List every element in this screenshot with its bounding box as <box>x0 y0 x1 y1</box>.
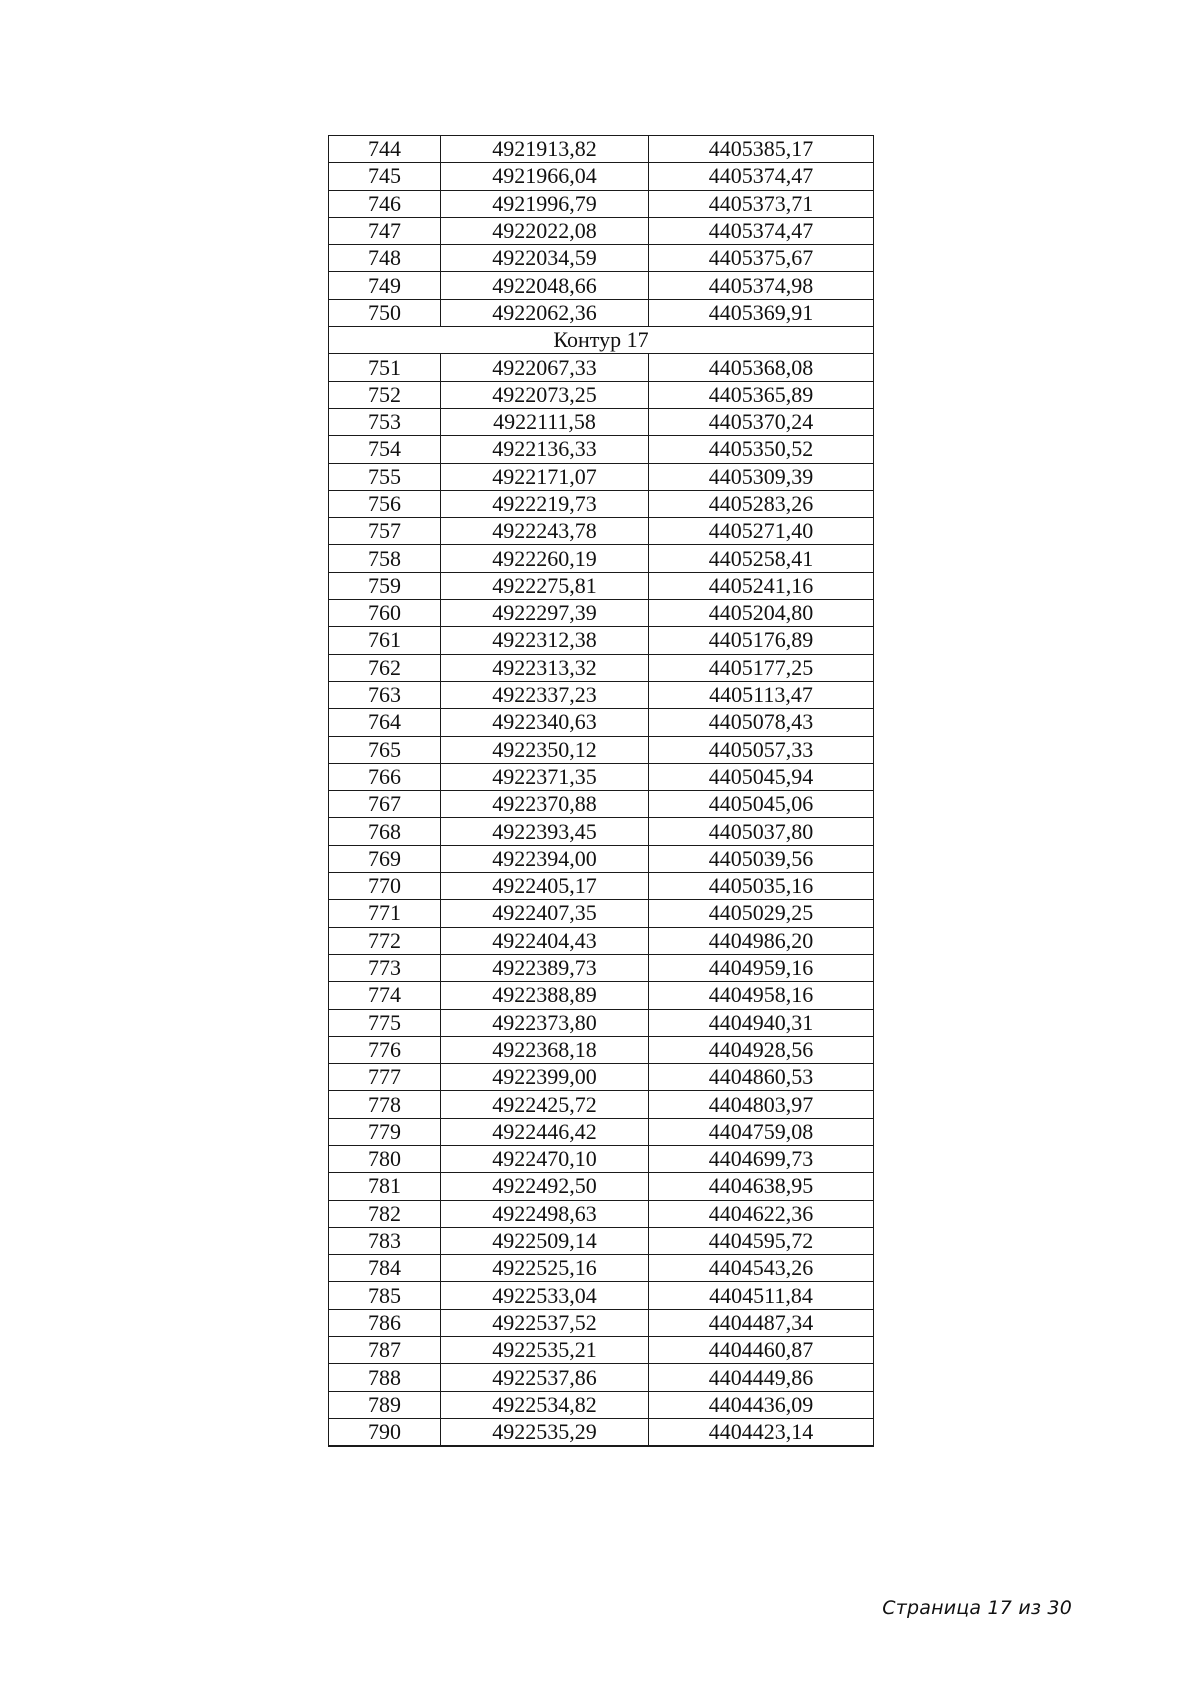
x-coordinate-cell: 4922368,18 <box>441 1036 649 1063</box>
y-coordinate-cell: 4404940,31 <box>649 1009 874 1036</box>
point-number-cell: 780 <box>329 1145 441 1172</box>
x-coordinate-cell: 4922297,39 <box>441 600 649 627</box>
section-row <box>329 327 874 354</box>
x-coordinate-cell: 4922219,73 <box>441 490 649 517</box>
table-row <box>329 545 874 572</box>
x-coordinate-cell: 4922350,12 <box>441 736 649 763</box>
coordinates-table-body <box>329 136 874 1447</box>
x-coordinate-cell: 4922470,10 <box>441 1145 649 1172</box>
y-coordinate-cell: 4405078,43 <box>649 709 874 736</box>
point-number-cell: 749 <box>329 272 441 299</box>
x-coordinate-cell: 4922370,88 <box>441 791 649 818</box>
x-coordinate-cell: 4922062,36 <box>441 299 649 326</box>
point-number-cell: 781 <box>329 1173 441 1200</box>
x-coordinate-cell: 4922388,89 <box>441 982 649 1009</box>
y-coordinate-cell: 4405176,89 <box>649 627 874 654</box>
point-number-cell: 787 <box>329 1337 441 1364</box>
y-coordinate-cell: 4404543,26 <box>649 1255 874 1282</box>
point-number-cell: 767 <box>329 791 441 818</box>
x-coordinate-cell: 4922394,00 <box>441 845 649 872</box>
y-coordinate-cell: 4405258,41 <box>649 545 874 572</box>
point-number-cell: 762 <box>329 654 441 681</box>
x-coordinate-cell: 4922373,80 <box>441 1009 649 1036</box>
x-coordinate-cell: 4922535,29 <box>441 1418 649 1446</box>
table-row <box>329 1200 874 1227</box>
page-of-word: из <box>1018 1597 1042 1619</box>
point-number-cell: 760 <box>329 600 441 627</box>
x-coordinate-cell: 4922337,23 <box>441 681 649 708</box>
x-coordinate-cell: 4922535,21 <box>441 1337 649 1364</box>
y-coordinate-cell: 4405373,71 <box>649 190 874 217</box>
x-coordinate-cell: 4922073,25 <box>441 381 649 408</box>
y-coordinate-cell: 4404699,73 <box>649 1145 874 1172</box>
point-number-cell: 746 <box>329 190 441 217</box>
y-coordinate-cell: 4405035,16 <box>649 873 874 900</box>
x-coordinate-cell: 4922407,35 <box>441 900 649 927</box>
y-coordinate-cell: 4404436,09 <box>649 1391 874 1418</box>
x-coordinate-cell: 4922312,38 <box>441 627 649 654</box>
table-row <box>329 1118 874 1145</box>
table-row <box>329 490 874 517</box>
current-page-number: 17 <box>987 1597 1013 1619</box>
y-coordinate-cell: 4404511,84 <box>649 1282 874 1309</box>
page-number-footer <box>882 1597 1072 1619</box>
point-number-cell: 765 <box>329 736 441 763</box>
point-number-cell: 759 <box>329 572 441 599</box>
table-row <box>329 900 874 927</box>
y-coordinate-cell: 4405350,52 <box>649 436 874 463</box>
y-coordinate-cell: 4405365,89 <box>649 381 874 408</box>
x-coordinate-cell: 4922111,58 <box>441 408 649 435</box>
point-number-cell: 768 <box>329 818 441 845</box>
table-row <box>329 190 874 217</box>
x-coordinate-cell: 4922534,82 <box>441 1391 649 1418</box>
point-number-cell: 778 <box>329 1091 441 1118</box>
y-coordinate-cell: 4404986,20 <box>649 927 874 954</box>
table-row <box>329 927 874 954</box>
y-coordinate-cell: 4405369,91 <box>649 299 874 326</box>
point-number-cell: 758 <box>329 545 441 572</box>
point-number-cell: 775 <box>329 1009 441 1036</box>
x-coordinate-cell: 4921996,79 <box>441 190 649 217</box>
point-number-cell: 784 <box>329 1255 441 1282</box>
x-coordinate-cell: 4922492,50 <box>441 1173 649 1200</box>
point-number-cell: 770 <box>329 873 441 900</box>
table-row <box>329 1364 874 1391</box>
point-number-cell: 764 <box>329 709 441 736</box>
table-row <box>329 572 874 599</box>
y-coordinate-cell: 4404928,56 <box>649 1036 874 1063</box>
point-number-cell: 786 <box>329 1309 441 1336</box>
x-coordinate-cell: 4922243,78 <box>441 518 649 545</box>
table-row <box>329 299 874 326</box>
point-number-cell: 755 <box>329 463 441 490</box>
x-coordinate-cell: 4922498,63 <box>441 1200 649 1227</box>
y-coordinate-cell: 4404803,97 <box>649 1091 874 1118</box>
table-row <box>329 1309 874 1336</box>
table-row <box>329 1337 874 1364</box>
x-coordinate-cell: 4922313,32 <box>441 654 649 681</box>
x-coordinate-cell: 4922404,43 <box>441 927 649 954</box>
table-row <box>329 1282 874 1309</box>
table-row <box>329 654 874 681</box>
table-row <box>329 1173 874 1200</box>
table-row <box>329 709 874 736</box>
table-row <box>329 1009 874 1036</box>
table-row <box>329 1064 874 1091</box>
table-row <box>329 463 874 490</box>
table-row <box>329 1255 874 1282</box>
y-coordinate-cell: 4404759,08 <box>649 1118 874 1145</box>
x-coordinate-cell: 4922171,07 <box>441 463 649 490</box>
table-row <box>329 354 874 381</box>
table-row <box>329 136 874 163</box>
y-coordinate-cell: 4405374,47 <box>649 163 874 190</box>
point-number-cell: 771 <box>329 900 441 927</box>
point-number-cell: 783 <box>329 1227 441 1254</box>
table-row <box>329 163 874 190</box>
table-row <box>329 845 874 872</box>
x-coordinate-cell: 4922275,81 <box>441 572 649 599</box>
point-number-cell: 761 <box>329 627 441 654</box>
x-coordinate-cell: 4922048,66 <box>441 272 649 299</box>
y-coordinate-cell: 4404487,34 <box>649 1309 874 1336</box>
y-coordinate-cell: 4405057,33 <box>649 736 874 763</box>
point-number-cell: 777 <box>329 1064 441 1091</box>
x-coordinate-cell: 4922393,45 <box>441 818 649 845</box>
y-coordinate-cell: 4405039,56 <box>649 845 874 872</box>
x-coordinate-cell: 4922537,86 <box>441 1364 649 1391</box>
x-coordinate-cell: 4921966,04 <box>441 163 649 190</box>
table-row <box>329 954 874 981</box>
y-coordinate-cell: 4405368,08 <box>649 354 874 381</box>
point-number-cell: 751 <box>329 354 441 381</box>
y-coordinate-cell: 4404460,87 <box>649 1337 874 1364</box>
table-row <box>329 272 874 299</box>
y-coordinate-cell: 4405177,25 <box>649 654 874 681</box>
y-coordinate-cell: 4405283,26 <box>649 490 874 517</box>
y-coordinate-cell: 4405375,67 <box>649 245 874 272</box>
point-number-cell: 750 <box>329 299 441 326</box>
point-number-cell: 747 <box>329 217 441 244</box>
point-number-cell: 769 <box>329 845 441 872</box>
x-coordinate-cell: 4922537,52 <box>441 1309 649 1336</box>
table-row <box>329 1036 874 1063</box>
y-coordinate-cell: 4404638,95 <box>649 1173 874 1200</box>
point-number-cell: 766 <box>329 763 441 790</box>
point-number-cell: 789 <box>329 1391 441 1418</box>
x-coordinate-cell: 4922371,35 <box>441 763 649 790</box>
point-number-cell: 753 <box>329 408 441 435</box>
table-row <box>329 600 874 627</box>
point-number-cell: 785 <box>329 1282 441 1309</box>
y-coordinate-cell: 4405037,80 <box>649 818 874 845</box>
x-coordinate-cell: 4922446,42 <box>441 1118 649 1145</box>
y-coordinate-cell: 4404959,16 <box>649 954 874 981</box>
y-coordinate-cell: 4405374,98 <box>649 272 874 299</box>
y-coordinate-cell: 4405370,24 <box>649 408 874 435</box>
x-coordinate-cell: 4922509,14 <box>441 1227 649 1254</box>
y-coordinate-cell: 4404958,16 <box>649 982 874 1009</box>
x-coordinate-cell: 4922022,08 <box>441 217 649 244</box>
y-coordinate-cell: 4405385,17 <box>649 136 874 163</box>
x-coordinate-cell: 4922034,59 <box>441 245 649 272</box>
table-row <box>329 1145 874 1172</box>
table-row <box>329 436 874 463</box>
x-coordinate-cell: 4922425,72 <box>441 1091 649 1118</box>
x-coordinate-cell: 4922067,33 <box>441 354 649 381</box>
table-row <box>329 1227 874 1254</box>
y-coordinate-cell: 4405113,47 <box>649 681 874 708</box>
point-number-cell: 776 <box>329 1036 441 1063</box>
x-coordinate-cell: 4922260,19 <box>441 545 649 572</box>
y-coordinate-cell: 4404622,36 <box>649 1200 874 1227</box>
point-number-cell: 754 <box>329 436 441 463</box>
point-number-cell: 756 <box>329 490 441 517</box>
x-coordinate-cell: 4922533,04 <box>441 1282 649 1309</box>
point-number-cell: 745 <box>329 163 441 190</box>
point-number-cell: 763 <box>329 681 441 708</box>
x-coordinate-cell: 4922389,73 <box>441 954 649 981</box>
table-row <box>329 1418 874 1446</box>
table-row <box>329 408 874 435</box>
point-number-cell: 748 <box>329 245 441 272</box>
table-row <box>329 736 874 763</box>
table-row <box>329 791 874 818</box>
point-number-cell: 773 <box>329 954 441 981</box>
table-row <box>329 245 874 272</box>
y-coordinate-cell: 4404595,72 <box>649 1227 874 1254</box>
x-coordinate-cell: 4922340,63 <box>441 709 649 736</box>
point-number-cell: 774 <box>329 982 441 1009</box>
table-row <box>329 763 874 790</box>
table-row <box>329 518 874 545</box>
table-row <box>329 627 874 654</box>
total-pages-number: 30 <box>1047 1597 1072 1619</box>
table-row <box>329 681 874 708</box>
table-row <box>329 381 874 408</box>
section-title: Контур 17 <box>329 327 874 354</box>
y-coordinate-cell: 4404449,86 <box>649 1364 874 1391</box>
point-number-cell: 772 <box>329 927 441 954</box>
point-number-cell: 744 <box>329 136 441 163</box>
x-coordinate-cell: 4922136,33 <box>441 436 649 463</box>
y-coordinate-cell: 4405045,94 <box>649 763 874 790</box>
y-coordinate-cell: 4405271,40 <box>649 518 874 545</box>
x-coordinate-cell: 4921913,82 <box>441 136 649 163</box>
coordinates-table <box>328 135 874 1447</box>
y-coordinate-cell: 4404860,53 <box>649 1064 874 1091</box>
x-coordinate-cell: 4922399,00 <box>441 1064 649 1091</box>
table-row <box>329 1391 874 1418</box>
table-row <box>329 818 874 845</box>
x-coordinate-cell: 4922405,17 <box>441 873 649 900</box>
point-number-cell: 790 <box>329 1418 441 1446</box>
y-coordinate-cell: 4405374,47 <box>649 217 874 244</box>
y-coordinate-cell: 4405029,25 <box>649 900 874 927</box>
y-coordinate-cell: 4405241,16 <box>649 572 874 599</box>
page-label: Страница <box>882 1597 982 1619</box>
table-row <box>329 217 874 244</box>
point-number-cell: 779 <box>329 1118 441 1145</box>
y-coordinate-cell: 4405045,06 <box>649 791 874 818</box>
point-number-cell: 757 <box>329 518 441 545</box>
point-number-cell: 752 <box>329 381 441 408</box>
table-row <box>329 873 874 900</box>
point-number-cell: 782 <box>329 1200 441 1227</box>
y-coordinate-cell: 4405309,39 <box>649 463 874 490</box>
x-coordinate-cell: 4922525,16 <box>441 1255 649 1282</box>
table-row <box>329 982 874 1009</box>
table-row <box>329 1091 874 1118</box>
y-coordinate-cell: 4404423,14 <box>649 1418 874 1446</box>
y-coordinate-cell: 4405204,80 <box>649 600 874 627</box>
point-number-cell: 788 <box>329 1364 441 1391</box>
